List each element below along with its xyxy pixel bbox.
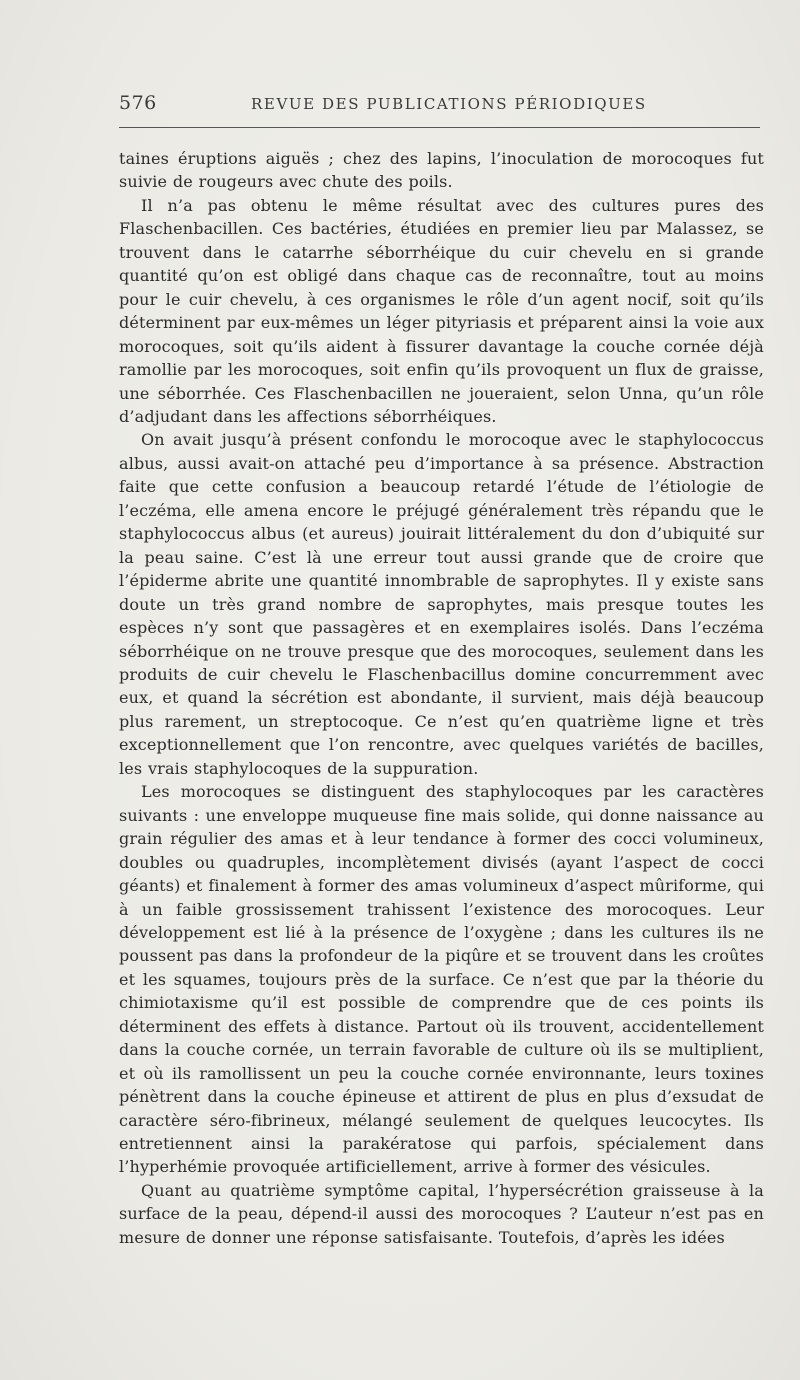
paragraph-continued: taines éruptions aiguës ; chez des lapins, l’inoculation de morocoques fut suivie de rougeurs avec chute des poils. (119, 149, 764, 192)
paragraph-flaschenbacillen: Il n’a pas obtenu le même résultat avec des cultures pures des Flaschenbacillen. Ces bactéries, étudiées en premier lieu par Malassez, se trouvent dans le catarrhe séborrhéique du cuir chevelu en si grande quantité qu’on est obligé dans chaque cas de reconnaître, tout au moins pour le cuir chevelu, à ces organismes le rôle d’un agent nocif, soit qu’ils déterminent par eux-mêmes un léger pityriasis et préparent ainsi la voie aux morocoques, soit qu’ils aident à fissurer davantage la couche cornée déjà ramollie par les morocoques, soit enfin qu’ils provoquent un flux de graisse, une séborrhée. Ces Flaschenbacillen ne joueraient, selon Unna, qu’un rôle d’adjudant dans les affections séborrhéiques. (119, 195, 764, 426)
paragraph-hypersecretion: Quant au quatrième symptôme capital, l’hypersécrétion graisseuse à la surface de la peau, dépend-il aussi des morocoques ? L’auteur n’est pas en mesure de donner une réponse satisfaisante. Toutefois, d’après les idées (119, 1180, 764, 1247)
header-rule (119, 127, 760, 128)
page-header (119, 92, 761, 116)
body-text (119, 147, 764, 1249)
paragraph-staphylococcus: On avait jusqu’à présent confondu le morocoque avec le staphylococcus albus, aussi avait-on attaché peu d’importance à sa présence. Abstraction faite que cette confusion a beaucoup retardé l’étude de l’étiologie de l’eczéma, elle amena encore le préjugé généralement très répandu que le staphylococcus albus (et aureus) jouirait littéralement du don d’ubiquité sur la peau saine. C’est là une erreur tout aussi grande que de croire que l’épiderme abrite une quantité innombrable de saprophytes. Il y existe sans doute un très grand nombre de saprophytes, mais presque toutes les espèces n’y sont que passagères et en exemplaires isolés. Dans l’eczéma séborrhéique on ne trouve presque que des morocoques, seulement dans les produits de cuir chevelu le Flaschenbacillus domine concurremment avec eux, et quand la sécrétion est abondante, il survient, mais déjà beaucoup plus rarement, un streptocoque. Ce n’est qu’en quatrième ligne et très exceptionnellement que l’on rencontre, avec quelques variétés de bacilles, les vrais staphylocoques de la suppuration. (119, 430, 764, 778)
paragraph-morocoques-characteristics: Les morocoques se distinguent des staphylocoques par les caractères suivants : une enveloppe muqueuse fine mais solide, qui donne naissance au grain régulier des amas et à leur tendance à former des cocci volumineux, doubles ou quadruples, incomplètement divisés (ayant l’aspect de cocci géants) et finalement à former des amas volumineux d’aspect mûriforme, qui à un faible grossissement trahissent l’existence des morocoques. Leur développement est lié à la présence de l’oxygène ; dans les cultures ils ne poussent pas dans la profondeur de la piqûre et se trouvent dans les croûtes et les squames, toujours près de la surface. Ce n’est que par la théorie du chimiotaxisme qu’il est possible de comprendre que de ces points ils déterminent des effets à distance. Partout où ils trouvent, accidentellement dans la couche cornée, un terrain favorable de culture où ils se multiplient, et où ils ramollissent un peu la couche cornée environnante, leurs toxines pénètrent dans la couche épineuse et attirent de plus en plus d’exsudat de caractère séro-fibrineux, mélangé seulement de quelques leucocytes. Ils entretiennent ainsi la parakératose qui parfois, spécialement dans l’hyperhémie provoquée artificiellement, arrive à former des vésicules. (119, 782, 764, 1177)
page-number: 576 (119, 92, 157, 114)
running-title: REVUE DES PUBLICATIONS PÉRIODIQUES (251, 95, 647, 113)
